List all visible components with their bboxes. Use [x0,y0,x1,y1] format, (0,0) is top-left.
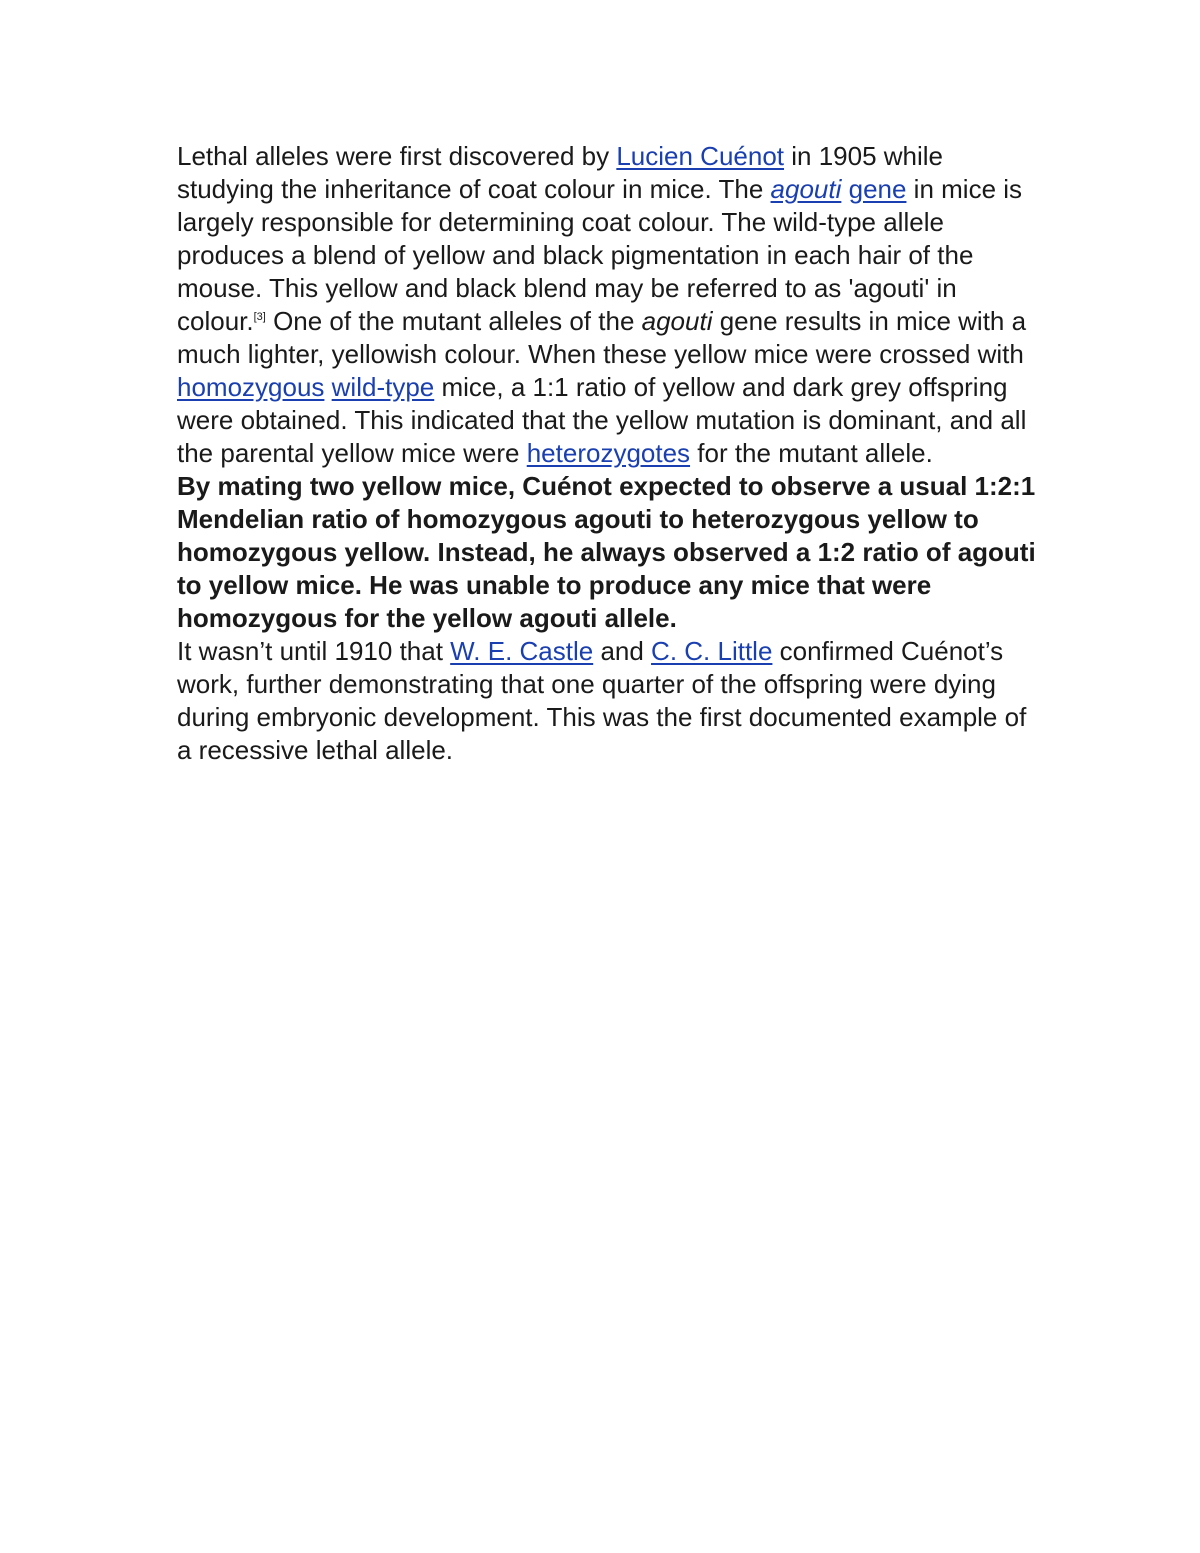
text-run: It wasn’t until 1910 that [177,636,451,666]
text-run: One of the mutant alleles of the [265,306,642,336]
text-run: and [593,636,652,666]
agouti-italic-text: agouti [641,306,713,336]
link-heterozygotes[interactable]: heterozygotes [526,438,691,468]
paragraph-mendelian-ratio: By mating two yellow mice, Cuénot expected to observe a usual 1:2:1 Mendelian ratio of homozygous agouti to heterozygous yellow to homozygous yellow. Instead, he always observed a 1:2 ratio of agouti to yellow mice. He was unable to produce any mice that were homozygous for the yellow agouti allele. [177,471,1036,633]
link-c-c-little[interactable]: C. C. Little [651,636,773,666]
text-run: for the mutant allele. [690,438,933,468]
text-run: in 1905 while studying the inheritance of coat colour in mice. The [177,141,944,204]
document-body [177,140,1037,767]
text-run: Lethal alleles were first discovered by [177,141,617,171]
text-run [324,372,331,402]
link-agouti[interactable]: agouti [770,174,842,204]
link-gene[interactable]: gene [848,174,907,204]
text-run: gene results in mice with a much lighter, yellowish colour. When these yellow mice were crossed with [177,306,1027,369]
text-run: confirmed Cuénot’s work, further demonstrating that one quarter of the offspring were dying during embryonic development. This was the first documented example of a recessive lethal allele. [177,636,1027,765]
link-w-e-castle[interactable]: W. E. Castle [450,636,594,666]
text-run: mice, a 1:1 ratio of yellow and dark grey offspring were obtained. This indicated that the yellow mutation is dominant, and all the parental yellow mice were [177,372,1027,468]
link-wild-type[interactable]: wild-type [331,372,435,402]
link-homozygous[interactable]: homozygous [177,372,325,402]
link-lucien-cuenot[interactable]: Lucien Cuénot [616,141,785,171]
paragraph-discovery [177,140,1037,470]
text-run [841,174,848,204]
citation-reference[interactable]: [3] [253,311,266,323]
text-run: in mice is largely responsible for determining coat colour. The wild-type allele produces a blend of yellow and black pigmentation in each hair of the mouse. This yellow and black blend may be referred to as 'agouti' in colour. [177,174,1023,336]
paragraph-confirmation [177,635,1037,767]
